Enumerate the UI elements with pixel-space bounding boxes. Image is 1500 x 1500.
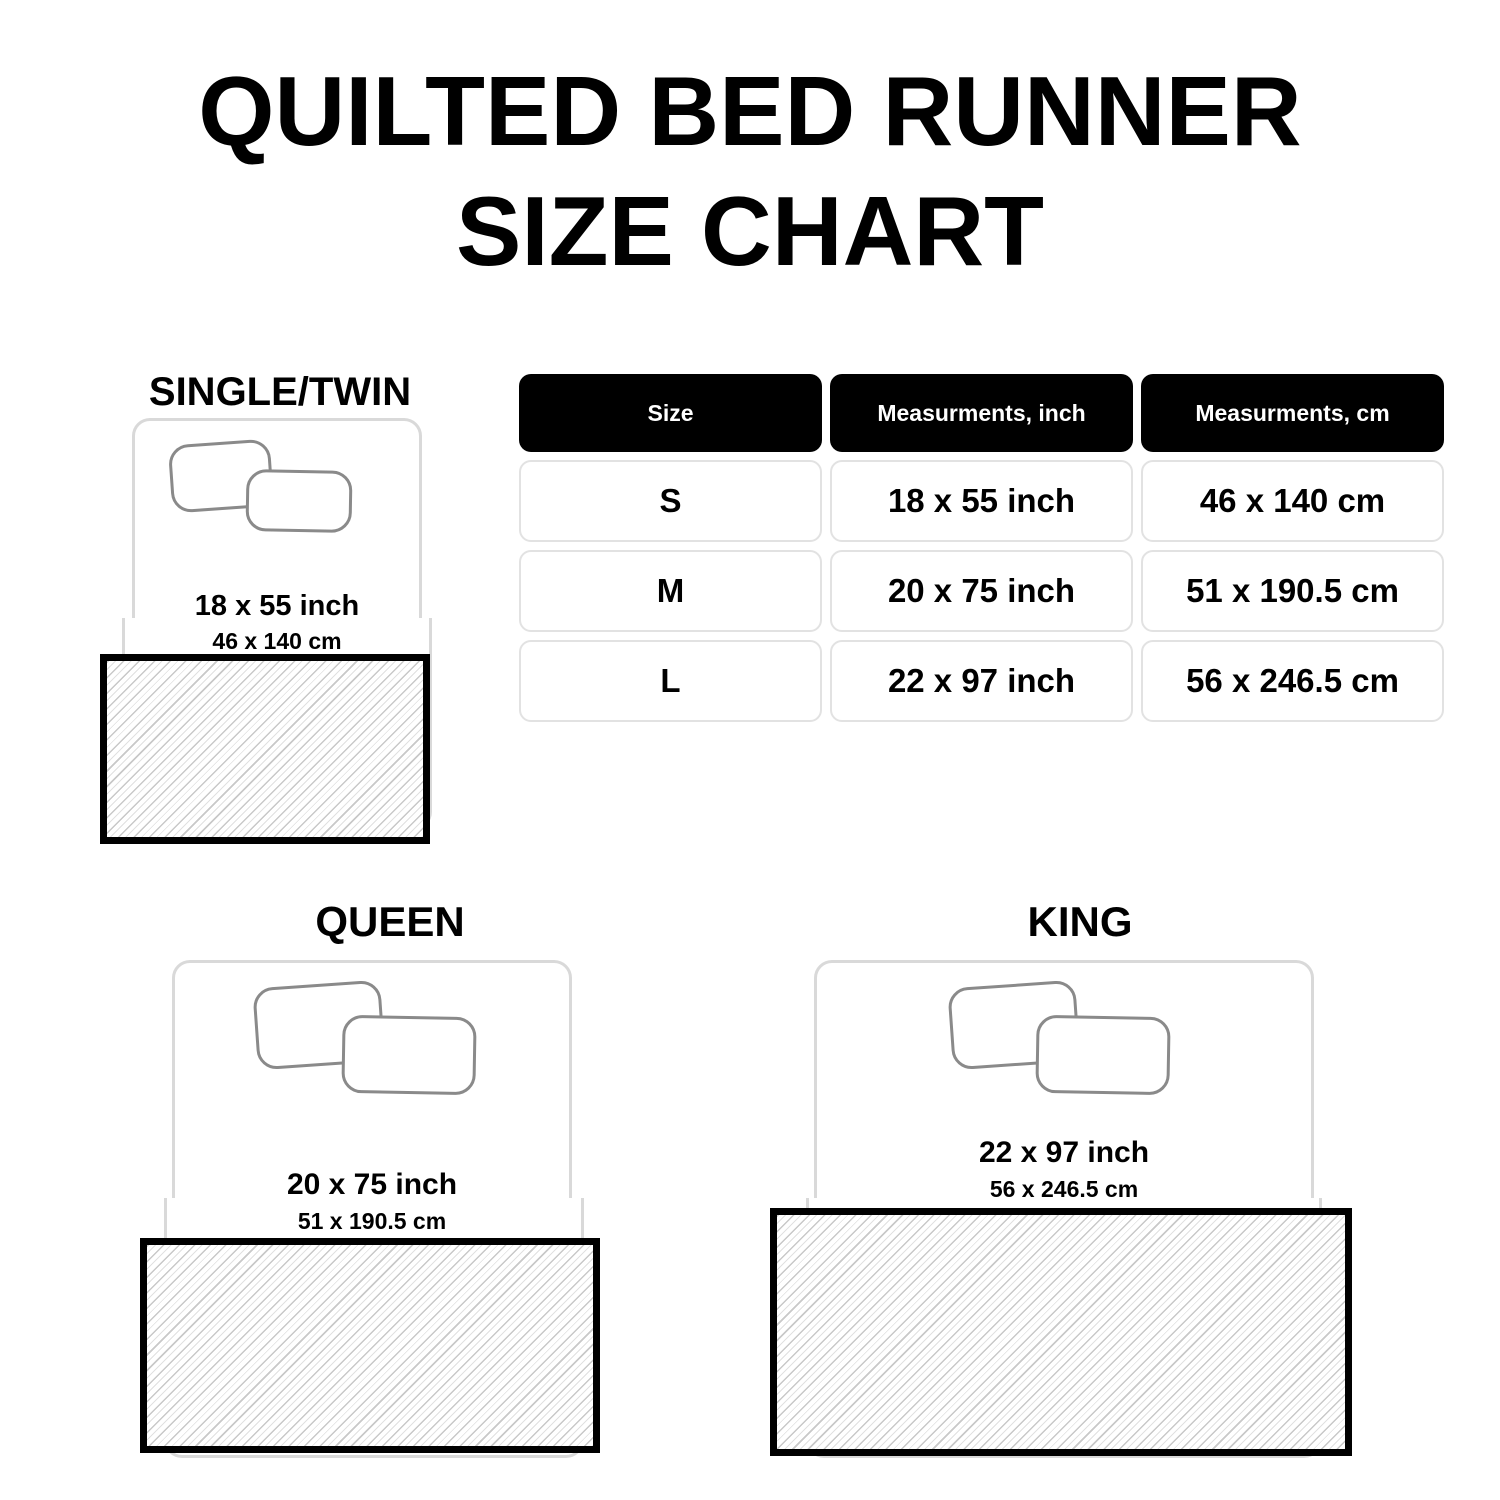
table-cell-cm: 46 x 140 cm — [1141, 460, 1444, 542]
bed-runner — [770, 1208, 1352, 1456]
table-cell-size: L — [519, 640, 822, 722]
bed-diagram-queen — [160, 898, 620, 1478]
bed-diagram-single-twin — [100, 370, 460, 840]
bed-diagram-king — [800, 898, 1360, 1478]
dimension-inch-single-twin: 18 x 55 inch — [194, 590, 360, 622]
title-line-1: QUILTED BED RUNNER — [198, 56, 1302, 166]
bed-runner — [140, 1238, 600, 1453]
table-cell-inch: 18 x 55 inch — [830, 460, 1133, 542]
dimension-cm-queen: 51 x 190.5 cm — [297, 1208, 447, 1234]
title-line-2: SIZE CHART — [456, 175, 1044, 286]
bed-label-king: KING — [1027, 898, 1133, 945]
table-header-size: Size — [519, 374, 822, 452]
bed-label-single-twin: SINGLE/TWIN — [148, 370, 412, 414]
table-row — [519, 640, 1444, 722]
bed-runner — [100, 654, 430, 844]
bed-label-queen: QUEEN — [315, 898, 465, 945]
table-cell-inch: 22 x 97 inch — [830, 640, 1133, 722]
dimension-inch-king: 22 x 97 inch — [978, 1136, 1150, 1169]
size-table — [519, 374, 1444, 730]
table-header-cm: Measurments, cm — [1141, 374, 1444, 452]
dimension-cm-single-twin: 46 x 140 cm — [212, 628, 342, 654]
table-header-inch: Measurments, inch — [830, 374, 1133, 452]
table-cell-cm: 56 x 246.5 cm — [1141, 640, 1444, 722]
dimension-cm-king: 56 x 246.5 cm — [989, 1176, 1139, 1202]
table-cell-size: M — [519, 550, 822, 632]
table-cell-inch: 20 x 75 inch — [830, 550, 1133, 632]
table-cell-cm: 51 x 190.5 cm — [1141, 550, 1444, 632]
table-header-row — [519, 374, 1444, 452]
pillow-front — [1035, 1015, 1170, 1095]
page-title — [0, 52, 1500, 291]
table-row — [519, 460, 1444, 542]
table-cell-size: S — [519, 460, 822, 542]
table-row — [519, 550, 1444, 632]
pillow-front — [245, 469, 352, 533]
dimension-inch-queen: 20 x 75 inch — [286, 1168, 458, 1201]
pillow-front — [341, 1015, 476, 1095]
